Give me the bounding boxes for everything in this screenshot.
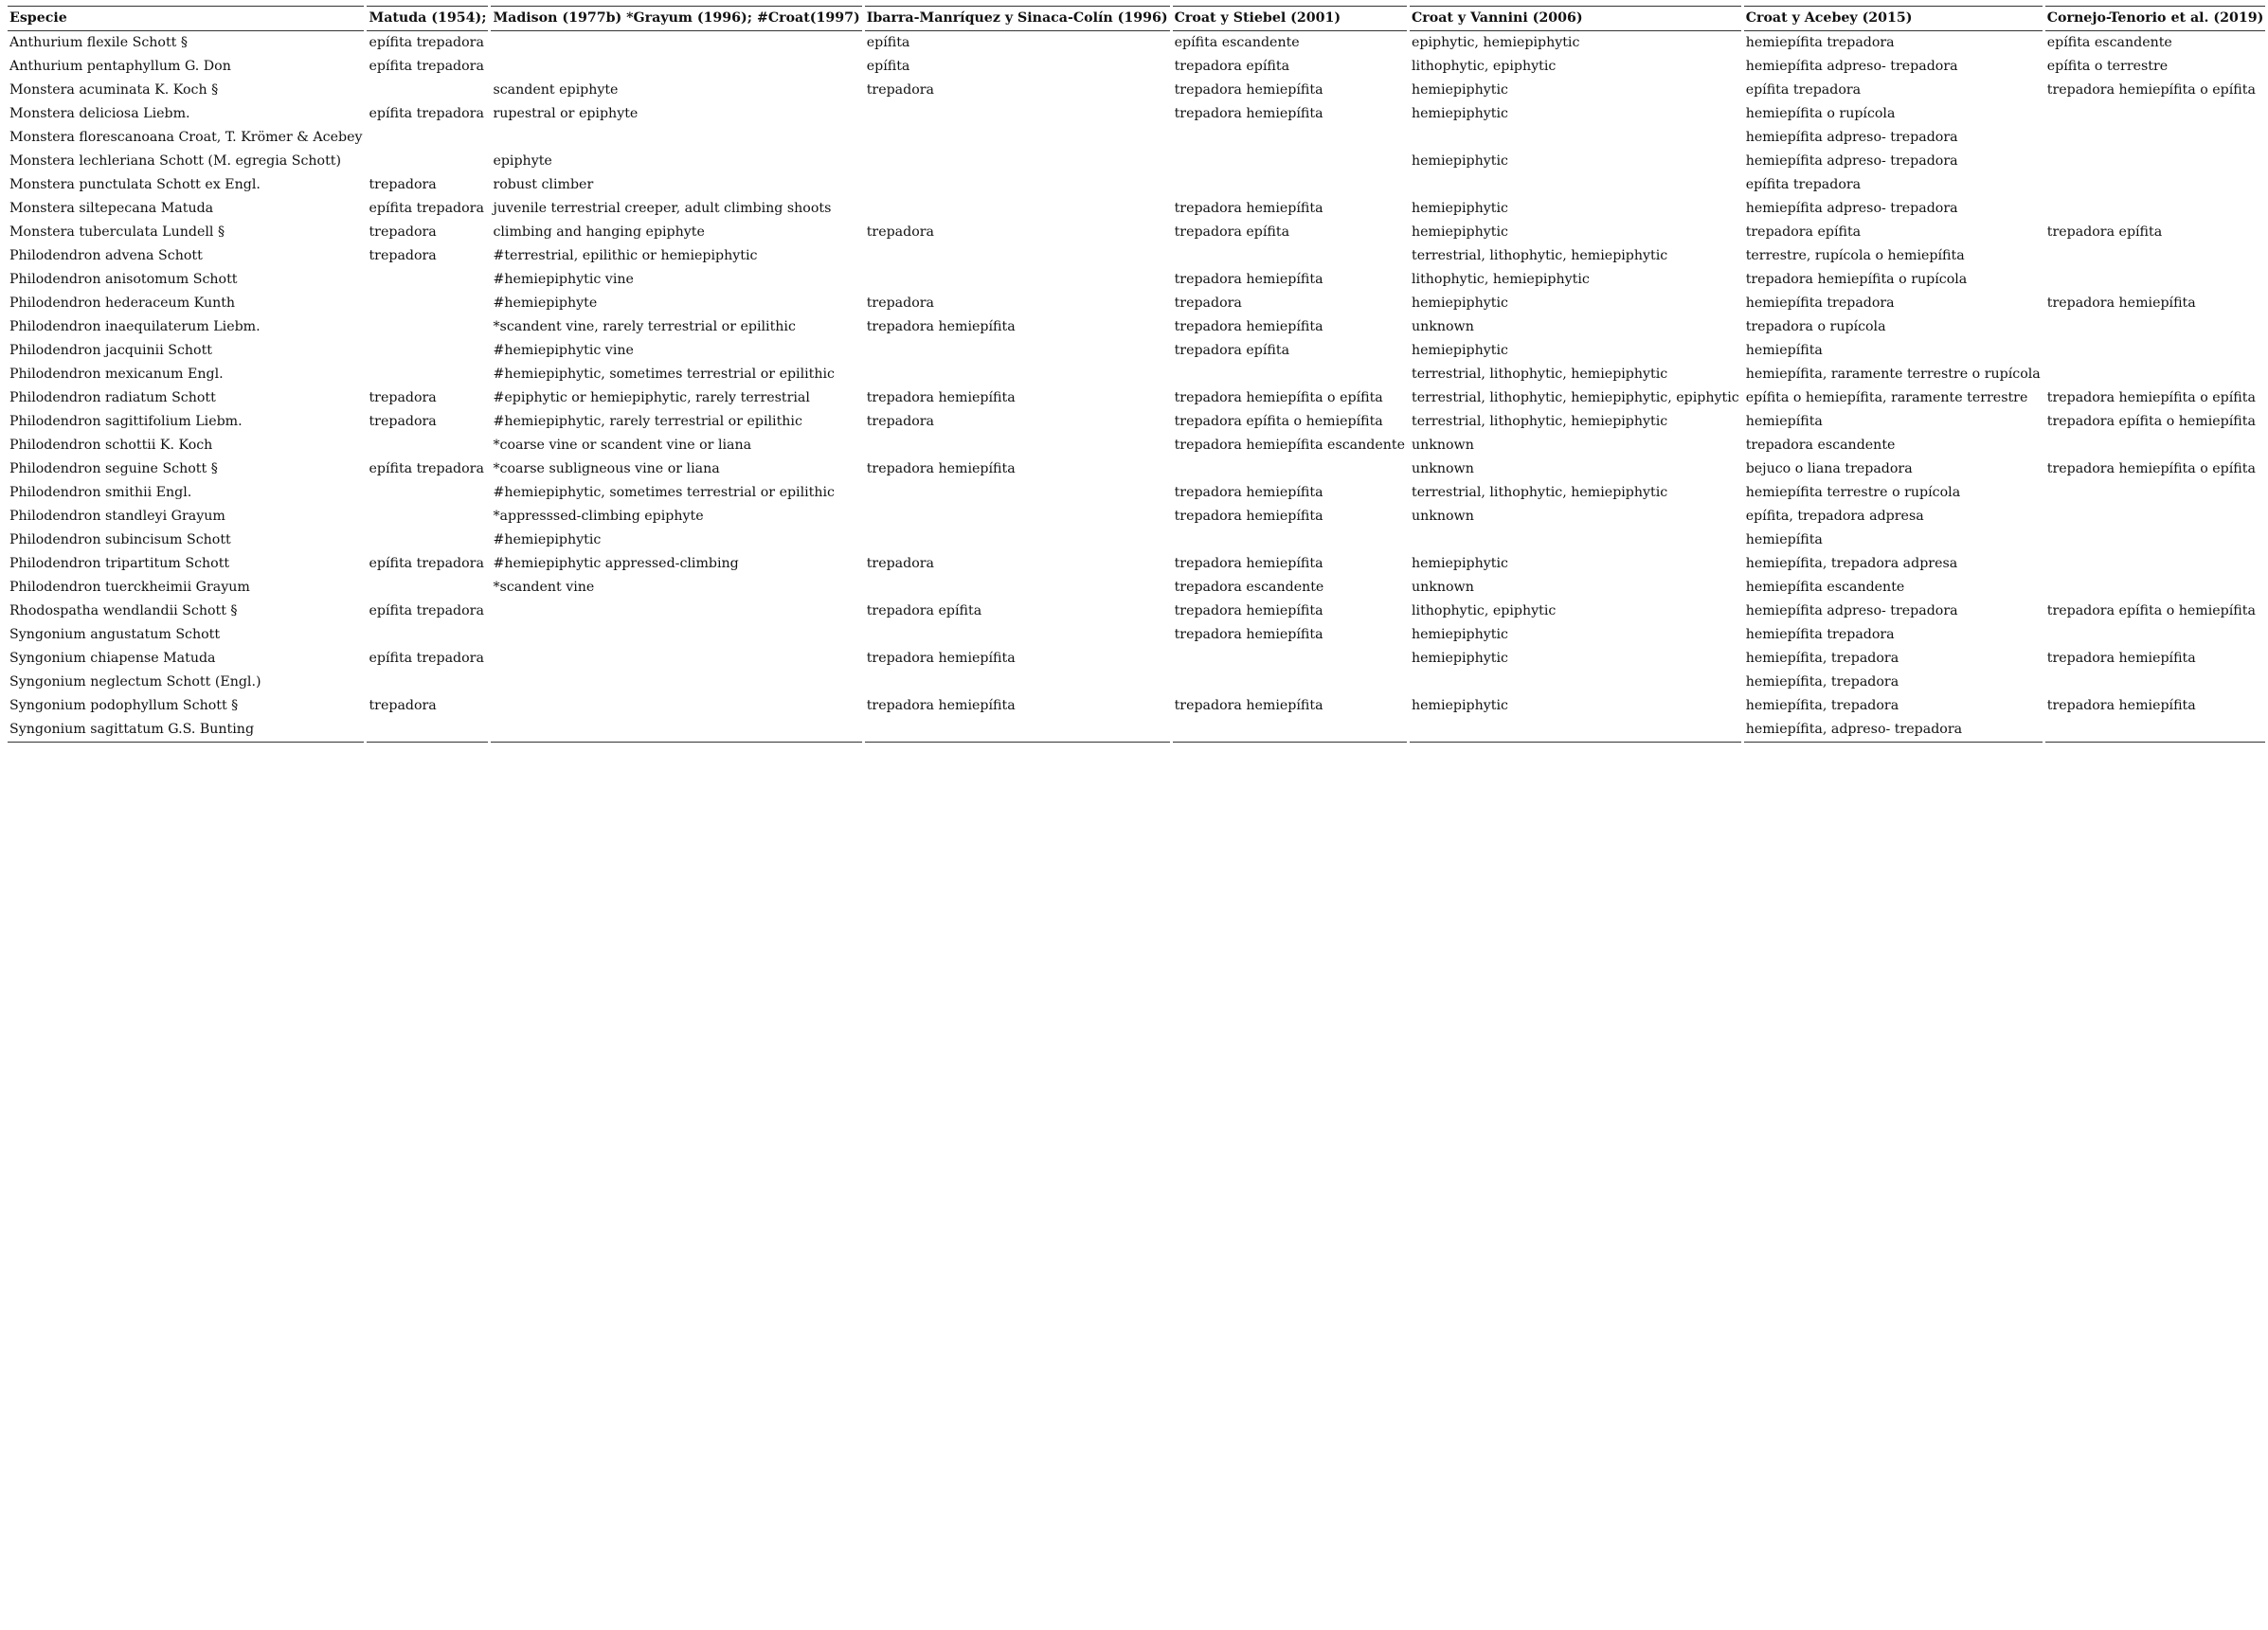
habit-cell (2045, 505, 2266, 528)
habit-cell: trepadora epífita o hemiepífita (2046, 414, 2256, 429)
habit-cell (367, 718, 488, 743)
habit-cell: trepadora (866, 82, 935, 98)
habit-cell: trepadora hemiepífita (1174, 319, 1323, 334)
habit-cell: *scandent vine (493, 580, 595, 595)
habit-cell: epífita trepadora (369, 35, 484, 50)
column-header: Croat y Stiebel (2001) (1173, 6, 1407, 31)
table-row (8, 102, 2265, 126)
habit-cell (2045, 434, 2266, 457)
habit-cell (2045, 339, 2266, 363)
habit-cell (367, 150, 488, 173)
habit-cell: trepadora hemiepífita (2046, 698, 2196, 713)
habit-cell (865, 505, 1170, 528)
habit-cell: hemiepiphytic (1412, 651, 1508, 666)
table-row (8, 79, 2265, 102)
habit-cell (367, 481, 488, 505)
table-row (8, 55, 2265, 79)
table-row (8, 268, 2265, 292)
species-table-container (5, 6, 2268, 743)
species-name-cell: Philodendron sagittifolium Liebm. (9, 414, 243, 429)
species-name-cell: Philodendron schottii K. Koch (9, 438, 213, 453)
habit-cell (491, 31, 861, 55)
species-name-cell: Philodendron anisotomum Schott (9, 272, 238, 287)
habit-cell: hemiepiphytic (1412, 201, 1508, 216)
habit-cell (2045, 481, 2266, 505)
habit-cell (367, 79, 488, 102)
habit-cell (367, 268, 488, 292)
table-row (8, 150, 2265, 173)
habit-cell: *appresssed-climbing epiphyte (493, 509, 704, 524)
habit-cell: trepadora hemiepífita (1174, 106, 1323, 121)
habit-cell (1173, 528, 1407, 552)
habit-cell: trepadora (369, 177, 437, 192)
table-row (8, 694, 2265, 718)
habit-cell: epífita trepadora (369, 59, 484, 74)
habit-cell (2045, 150, 2266, 173)
habit-cell: trepadora (369, 390, 437, 405)
table-row (8, 315, 2265, 339)
habit-cell: trepadora hemiepífita (1174, 272, 1323, 287)
habit-cell: rupestral or epiphyte (493, 106, 639, 121)
table-row (8, 623, 2265, 647)
table-row (8, 292, 2265, 315)
habit-cell: #epiphytic or hemiepiphytic, rarely terrestrial (493, 390, 810, 405)
table-row (8, 31, 2265, 55)
habit-cell (1410, 126, 1741, 150)
species-name-cell: Philodendron smithii Engl. (9, 485, 192, 500)
habit-cell (367, 528, 488, 552)
table-row (8, 410, 2265, 434)
habit-cell (367, 292, 488, 315)
table-body (8, 31, 2265, 743)
habit-cell: trepadora hemiepífita (1174, 509, 1323, 524)
habit-cell (865, 244, 1170, 268)
table-row (8, 505, 2265, 528)
habit-cell: unknown (1412, 438, 1474, 453)
habit-cell: epífita trepadora (369, 603, 484, 618)
habit-cell: trepadora epífita (1745, 224, 1862, 240)
habit-cell: trepadora hemiepífita (1174, 698, 1323, 713)
column-header: Madison (1977b) *Grayum (1996); #Croat(1997) (491, 6, 861, 31)
species-name-cell: Syngonium sagittatum G.S. Bunting (8, 718, 364, 743)
species-name-cell: Syngonium chiapense Matuda (9, 651, 216, 666)
habit-cell (2045, 576, 2266, 600)
habit-cell (1410, 173, 1741, 197)
species-name-cell: Philodendron tuerckheimii Grayum (9, 580, 250, 595)
habit-cell: epífita trepadora (369, 651, 484, 666)
table-row (8, 197, 2265, 221)
habit-cell: juvenile terrestrial creeper, adult climbing shoots (493, 201, 832, 216)
habit-cell: trepadora epífita o hemiepífita (2046, 603, 2256, 618)
habit-cell: hemiepífita adpreso- trepadora (1745, 59, 1958, 74)
habit-cell: trepadora escandente (1174, 580, 1324, 595)
habit-cell: hemiepífita trepadora (1745, 296, 1895, 311)
species-name-cell: Monstera lechleriana Schott (M. egregia Schott) (9, 153, 342, 169)
habit-cell: trepadora hemiepífita o rupícola (1745, 272, 1968, 287)
habit-cell (865, 102, 1170, 126)
table-row (8, 647, 2265, 671)
species-name-cell: Syngonium neglectum Schott (Engl.) (9, 674, 261, 690)
species-name-cell: Philodendron subincisum Schott (9, 532, 231, 547)
habit-cell: terrestrial, lithophytic, hemiepiphytic (1412, 367, 1668, 382)
habit-cell (491, 623, 861, 647)
table-row (8, 126, 2265, 150)
habit-cell: hemiepiphytic (1412, 556, 1508, 571)
habit-cell: #hemiepiphytic appressed-climbing (493, 556, 739, 571)
habit-cell: hemiepífita (1745, 414, 1823, 429)
habit-cell (367, 505, 488, 528)
habit-cell: terrestrial, lithophytic, hemiepiphytic, epiphytic (1412, 390, 1739, 405)
habit-cell: hemiepiphytic (1412, 296, 1508, 311)
habit-cell (367, 315, 488, 339)
habit-cell: hemiepífita trepadora (1745, 35, 1895, 50)
table-row (8, 528, 2265, 552)
habit-cell: hemiepiphytic (1412, 698, 1508, 713)
habit-cell: unknown (1412, 580, 1474, 595)
habit-cell: hemiepífita (1745, 532, 1823, 547)
habit-cell: terrestre, rupícola o hemiepífita (1745, 248, 1965, 263)
habit-cell: trepadora hemiepífita o epífita (2046, 461, 2256, 476)
habit-cell: trepadora hemiepífita (2046, 651, 2196, 666)
habit-cell: epífita trepadora (1745, 177, 1862, 192)
habit-cell: epífita, trepadora adpresa (1745, 509, 1924, 524)
habit-cell: epífita trepadora (369, 201, 484, 216)
habit-cell (865, 197, 1170, 221)
species-name-cell: Philodendron seguine Schott § (9, 461, 218, 476)
habit-cell: #hemiepiphytic, sometimes terrestrial or epilithic (493, 485, 835, 500)
habit-cell: epífita escandente (2046, 35, 2172, 50)
habit-cell (367, 363, 488, 386)
habit-cell (367, 623, 488, 647)
habit-cell (491, 694, 861, 718)
habit-cell: hemiepífita adpreso- trepadora (1745, 153, 1958, 169)
column-header: Ibarra-Manríquez y Sinaca-Colín (1996) (865, 6, 1170, 31)
habit-cell: terrestrial, lithophytic, hemiepiphytic (1412, 414, 1668, 429)
species-name-cell: Monstera siltepecana Matuda (9, 201, 214, 216)
habit-cell: trepadora hemiepífita (1174, 603, 1323, 618)
species-name-cell: Philodendron mexicanum Engl. (9, 367, 224, 382)
habit-cell (491, 718, 861, 743)
habit-cell: hemiepífita adpreso- trepadora (1745, 603, 1958, 618)
habit-cell: robust climber (493, 177, 594, 192)
habit-cell: epífita (866, 35, 910, 50)
habit-cell: trepadora escandente (1745, 438, 1896, 453)
habit-cell (2045, 623, 2266, 647)
habit-cell (2045, 528, 2266, 552)
habit-cell: epiphyte (493, 153, 552, 169)
habit-cell: #hemiepiphytic vine (493, 272, 634, 287)
habit-cell: trepadora (866, 224, 935, 240)
habit-cell: hemiepiphytic (1412, 82, 1508, 98)
habit-cell (1410, 718, 1741, 743)
habit-cell: hemiepífita, trepadora (1745, 674, 1899, 690)
habit-cell: hemiepífita adpreso- trepadora (1745, 130, 1958, 145)
table-row (8, 600, 2265, 623)
habit-cell: trepadora epífita (1174, 59, 1290, 74)
habit-cell (1173, 126, 1407, 150)
habit-cell: #hemiepiphyte (493, 296, 598, 311)
habit-cell: epífita trepadora (1745, 82, 1862, 98)
species-name-cell: Syngonium angustatum Schott (9, 627, 221, 642)
habit-cell: hemiepiphytic (1412, 153, 1508, 169)
species-habit-table (5, 6, 2268, 743)
habit-cell: trepadora hemiepífita (2046, 296, 2196, 311)
table-row (8, 718, 2265, 743)
habit-cell: hemiepífita, trepadora (1745, 651, 1899, 666)
habit-cell: hemiepiphytic (1412, 106, 1508, 121)
species-name-cell: Monstera punctulata Schott ex Engl. (9, 177, 261, 192)
habit-cell (2045, 552, 2266, 576)
habit-cell (1173, 457, 1407, 481)
habit-cell: trepadora hemiepífita escandente (1174, 438, 1405, 453)
species-name-cell: Philodendron inaequilaterum Liebm. (9, 319, 261, 334)
species-name-cell: Monstera florescanoana Croat, T. Krömer & Acebey (9, 130, 363, 145)
table-row (8, 552, 2265, 576)
species-name-cell: Philodendron standleyi Grayum (9, 509, 225, 524)
habit-cell: trepadora (866, 414, 935, 429)
habit-cell (1173, 244, 1407, 268)
habit-cell: trepadora epífita (2046, 224, 2163, 240)
habit-cell: trepadora (369, 698, 437, 713)
species-name-cell: Philodendron tripartitum Schott (9, 556, 230, 571)
table-row (8, 173, 2265, 197)
habit-cell: *coarse vine or scandent vine or liana (493, 438, 752, 453)
habit-cell (865, 363, 1170, 386)
habit-cell (2045, 102, 2266, 126)
species-name-cell: Philodendron jacquinii Schott (9, 343, 212, 358)
habit-cell: #hemiepiphytic (493, 532, 602, 547)
table-header (8, 6, 2265, 31)
habit-cell: #hemiepiphytic, rarely terrestrial or epilithic (493, 414, 802, 429)
habit-cell: hemiepiphytic (1412, 343, 1508, 358)
habit-cell (2045, 126, 2266, 150)
habit-cell (491, 647, 861, 671)
habit-cell: lithophytic, hemiepiphytic (1412, 272, 1590, 287)
table-row (8, 363, 2265, 386)
habit-cell: epífita o hemiepífita, raramente terrestre (1745, 390, 2028, 405)
habit-cell: hemiepífita, adpreso- trepadora (1744, 718, 2043, 743)
habit-cell (2045, 671, 2266, 694)
habit-cell: unknown (1412, 319, 1474, 334)
species-name-cell: Philodendron advena Schott (9, 248, 203, 263)
habit-cell: trepadora hemiepífita o epífita (1174, 390, 1383, 405)
habit-cell (367, 339, 488, 363)
habit-cell: trepadora (369, 414, 437, 429)
habit-cell: trepadora hemiepífita (866, 390, 1016, 405)
habit-cell: #terrestrial, epilithic or hemiepiphytic (493, 248, 758, 263)
habit-cell: epífita (866, 59, 910, 74)
habit-cell: trepadora (369, 224, 437, 240)
habit-cell: climbing and hanging epiphyte (493, 224, 705, 240)
habit-cell: hemiepífita o rupícola (1745, 106, 1896, 121)
habit-cell: hemiepífita adpreso- trepadora (1745, 201, 1958, 216)
habit-cell: terrestrial, lithophytic, hemiepiphytic (1412, 248, 1668, 263)
habit-cell: trepadora hemiepífita (1174, 556, 1323, 571)
habit-cell (367, 126, 488, 150)
habit-cell (865, 173, 1170, 197)
habit-cell: hemiepífita (1745, 343, 1823, 358)
species-name-cell: Rhodospatha wendlandii Schott § (9, 603, 238, 618)
habit-cell: epífita trepadora (369, 556, 484, 571)
table-row (8, 221, 2265, 244)
habit-cell: trepadora epífita o hemiepífita (1174, 414, 1383, 429)
column-header: Croat y Acebey (2015) (1744, 6, 2043, 31)
habit-cell (1173, 647, 1407, 671)
habit-cell (491, 600, 861, 623)
habit-cell (865, 150, 1170, 173)
column-header: Croat y Vannini (2006) (1410, 6, 1741, 31)
habit-cell: trepadora hemiepífita (866, 651, 1016, 666)
habit-cell: *coarse subligneous vine or liana (493, 461, 720, 476)
habit-cell (1173, 150, 1407, 173)
habit-cell (865, 528, 1170, 552)
column-header: Especie (8, 6, 364, 31)
habit-cell (865, 671, 1170, 694)
habit-cell (865, 623, 1170, 647)
habit-cell (865, 576, 1170, 600)
table-row (8, 244, 2265, 268)
species-name-cell: Philodendron hederaceum Kunth (9, 296, 236, 311)
habit-cell: hemiepífita, trepadora adpresa (1745, 556, 1958, 571)
habit-cell (367, 671, 488, 694)
species-name-cell: Syngonium podophyllum Schott § (9, 698, 239, 713)
habit-cell: trepadora hemiepífita o epífita (2046, 390, 2256, 405)
habit-cell: trepadora hemiepífita (1174, 201, 1323, 216)
habit-cell (1410, 528, 1741, 552)
habit-cell: hemiepífita, trepadora (1745, 698, 1899, 713)
habit-cell (2045, 173, 2266, 197)
habit-cell: trepadora hemiepífita (1174, 82, 1323, 98)
habit-cell (491, 126, 861, 150)
habit-cell: trepadora (866, 556, 935, 571)
habit-cell: hemiepífita, raramente terrestre o rupícola (1745, 367, 2041, 382)
habit-cell: unknown (1412, 509, 1474, 524)
species-name-cell: Anthurium flexile Schott § (9, 35, 188, 50)
habit-cell: epiphytic, hemiepiphytic (1412, 35, 1580, 50)
habit-cell: hemiepífita trepadora (1745, 627, 1895, 642)
habit-cell: epífita trepadora (369, 461, 484, 476)
species-name-cell: Anthurium pentaphyllum G. Don (9, 59, 231, 74)
habit-cell (865, 126, 1170, 150)
habit-cell: trepadora epífita (866, 603, 982, 618)
species-name-cell: Monstera tuberculata Lundell § (9, 224, 225, 240)
habit-cell: trepadora o rupícola (1745, 319, 1886, 334)
table-row (8, 434, 2265, 457)
habit-cell (865, 481, 1170, 505)
habit-cell: trepadora hemiepífita (866, 698, 1016, 713)
habit-cell (1173, 173, 1407, 197)
habit-cell: *scandent vine, rarely terrestrial or epilithic (493, 319, 796, 334)
habit-cell: trepadora hemiepífita o epífita (2046, 82, 2256, 98)
habit-cell (367, 576, 488, 600)
habit-cell (1173, 718, 1407, 743)
habit-cell (865, 434, 1170, 457)
habit-cell (2045, 197, 2266, 221)
habit-cell (865, 339, 1170, 363)
habit-cell: hemiepífita escandente (1745, 580, 1905, 595)
species-name-cell: Philodendron radiatum Schott (9, 390, 216, 405)
habit-cell (2045, 268, 2266, 292)
species-name-cell: Monstera deliciosa Liebm. (9, 106, 190, 121)
habit-cell: trepadora (866, 296, 935, 311)
habit-cell (1173, 363, 1407, 386)
habit-cell: trepadora hemiepífita (866, 319, 1016, 334)
habit-cell: trepadora (1174, 296, 1242, 311)
table-row (8, 339, 2265, 363)
table-row (8, 481, 2265, 505)
habit-cell: scandent epiphyte (493, 82, 619, 98)
habit-cell: lithophytic, epiphytic (1412, 59, 1557, 74)
habit-cell (1173, 671, 1407, 694)
habit-cell (865, 718, 1170, 743)
habit-cell: trepadora hemiepífita (1174, 485, 1323, 500)
habit-cell: hemiepiphytic (1412, 224, 1508, 240)
table-row (8, 576, 2265, 600)
habit-cell: terrestrial, lithophytic, hemiepiphytic (1412, 485, 1668, 500)
habit-cell: epífita trepadora (369, 106, 484, 121)
header-row (8, 6, 2265, 31)
habit-cell: trepadora hemiepífita (866, 461, 1016, 476)
habit-cell (2045, 244, 2266, 268)
habit-cell: epífita escandente (1174, 35, 1300, 50)
habit-cell: epífita o terrestre (2046, 59, 2169, 74)
habit-cell: hemiepífita terrestre o rupícola (1745, 485, 1961, 500)
habit-cell: #hemiepiphytic vine (493, 343, 634, 358)
habit-cell: unknown (1412, 461, 1474, 476)
habit-cell (491, 671, 861, 694)
habit-cell: bejuco o liana trepadora (1745, 461, 1913, 476)
habit-cell (1410, 671, 1741, 694)
habit-cell: trepadora hemiepífita (1174, 627, 1323, 642)
habit-cell (2045, 315, 2266, 339)
habit-cell: trepadora epífita (1174, 343, 1290, 358)
table-row (8, 671, 2265, 694)
habit-cell (491, 55, 861, 79)
habit-cell: trepadora (369, 248, 437, 263)
table-row (8, 457, 2265, 481)
habit-cell (367, 434, 488, 457)
table-row (8, 386, 2265, 410)
column-header: Matuda (1954); (367, 6, 488, 31)
habit-cell (865, 268, 1170, 292)
column-header: Cornejo-Tenorio et al. (2019) (2045, 6, 2266, 31)
habit-cell (2045, 363, 2266, 386)
habit-cell: hemiepiphytic (1412, 627, 1508, 642)
habit-cell: trepadora epífita (1174, 224, 1290, 240)
habit-cell: #hemiepiphytic, sometimes terrestrial or epilithic (493, 367, 835, 382)
habit-cell (2045, 718, 2266, 743)
habit-cell: lithophytic, epiphytic (1412, 603, 1557, 618)
species-name-cell: Monstera acuminata K. Koch § (9, 82, 219, 98)
